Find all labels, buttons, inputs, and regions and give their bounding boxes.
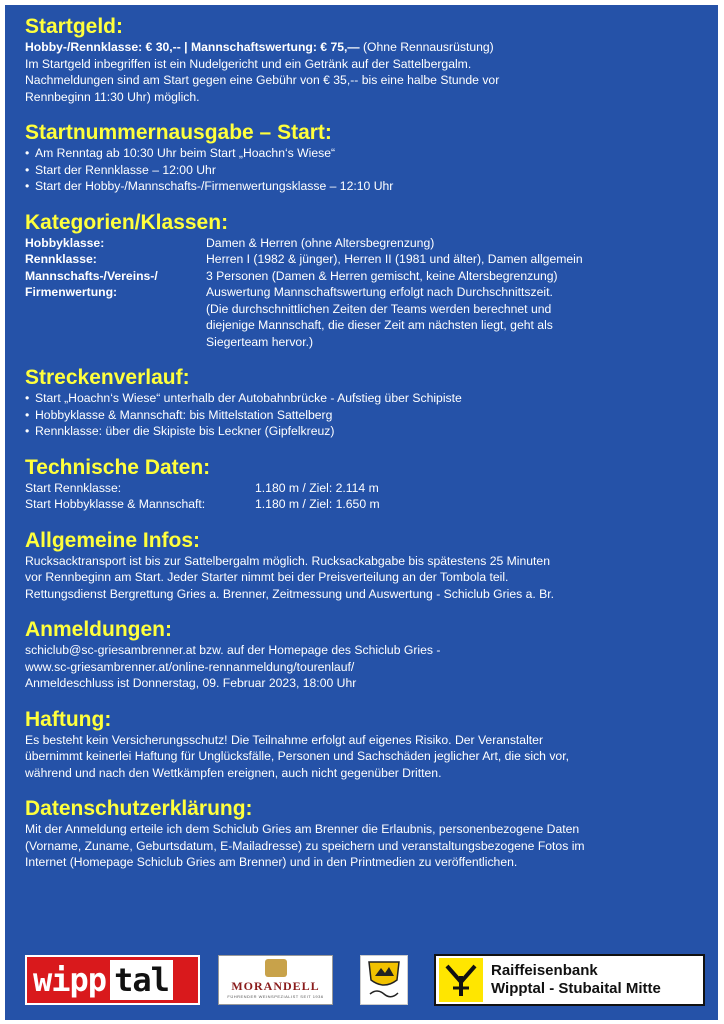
raiffeisen-text (491, 962, 661, 998)
section-infos (25, 529, 705, 603)
category-row (25, 268, 705, 285)
section-anmeldungen (25, 618, 705, 692)
bullet-icon: • (25, 146, 30, 160)
list-item (25, 390, 705, 407)
category-row (25, 251, 705, 268)
raiffeisen-name: Raiffeisenbank (491, 962, 598, 979)
section-kategorien (25, 211, 705, 351)
tech-label: Start Hobbyklasse & Mannschaft: (25, 497, 206, 511)
tech-row (25, 480, 705, 497)
startgeld-prices-bold: Hobby-/Rennklasse: € 30,-- | Mannschaftswertung: € 75,— (25, 40, 360, 54)
heading-strecke: Streckenverlauf: (25, 366, 190, 389)
raiffeisen-region: Wipptal - Stubaital Mitte (491, 980, 661, 997)
wipptal-logo (25, 955, 200, 1005)
bullet-icon: • (25, 162, 30, 177)
startgeld-prices (25, 39, 705, 56)
heading-technisch: Technische Daten: (25, 455, 211, 479)
tech-value: 1.180 m / Ziel: 1.650 m (255, 497, 380, 511)
haftung-line: Es besteht kein Versicherungsschutz! Die Teilnahme erfolgt auf eigenes Risiko. Der Veranstalter (25, 732, 544, 747)
category-row (25, 235, 705, 252)
section-strecke (25, 366, 705, 440)
startgeld-included: Im Startgeld inbegriffen ist ein Nudelgericht und ein Getränk auf der Sattelbergalm. (25, 56, 472, 71)
heading-kategorien: Kategorien/Klassen: (25, 210, 229, 234)
category-value: Auswertung Mannschaftswertung erfolgt nach Durchschnittszeit. (206, 285, 553, 299)
category-value: Siegerteam hervor.) (206, 334, 314, 349)
wipptal-logo-text-a: wipp (33, 961, 107, 999)
category-value: (Die durchschnittlichen Zeiten der Teams werden berechnet und (206, 301, 552, 316)
morandell-logo (218, 955, 333, 1005)
haftung-line: übernimmt keinerlei Haftung für Unglücksfälle, Personen und Sachschäden jeglicher Art, die sich vor, (25, 749, 569, 763)
strecke-list (25, 390, 705, 440)
category-label: Hobbyklasse: (25, 235, 105, 250)
section-startgeld (25, 15, 705, 105)
list-item (25, 145, 705, 162)
category-value: Herren I (1982 & jünger), Herren II (1981 und älter), Damen allgemein (206, 252, 583, 266)
section-startnummer (25, 121, 705, 195)
tech-value: 1.180 m / Ziel: 2.114 m (255, 480, 379, 495)
datenschutz-line: (Vorname, Zuname, Geburtsdatum, E-Mailadresse) zu speichern und veranstaltungsbezogene Fotos im (25, 838, 585, 853)
bullet-icon: • (25, 424, 30, 438)
flyer-content (25, 15, 705, 887)
heading-infos: Allgemeine Infos: (25, 528, 201, 552)
infos-line: Rucksacktransport ist bis zur Sattelbergalm möglich. Rucksackabgabe bis spätestens 25 Minuten (25, 553, 550, 568)
list-item-text: Start der Hobby-/Mannschafts-/Firmenwertungsklasse – 12:10 Uhr (35, 179, 394, 193)
anmeldungen-email[interactable]: schiclub@sc-griesambrenner.at bzw. auf der Homepage des Schiclub Gries - (25, 643, 441, 657)
category-label (25, 301, 206, 318)
sattelbergalm-crest-icon (361, 956, 407, 1004)
list-item-text: Rennklasse: über die Skipiste bis Leckner (Gipfelkreuz) (35, 424, 335, 438)
raiffeisen-gable-cross-icon (439, 958, 483, 1002)
category-label: Firmenwertung: (25, 285, 118, 299)
morandell-logo-subtext: FÜHRENDER WEINSPEZIALIST SEIT 1936 (227, 994, 324, 999)
category-label (25, 317, 206, 334)
list-item (25, 423, 705, 440)
category-value: 3 Personen (Damen & Herren gemischt, keine Altersbegrenzung) (206, 268, 558, 283)
category-row (25, 317, 705, 334)
bullet-icon: • (25, 407, 30, 422)
list-item-text: Am Renntag ab 10:30 Uhr beim Start „Hoachn‘s Wiese“ (35, 146, 336, 160)
wipptal-logo-text-b: tal (110, 960, 173, 1000)
anmeldungen-url[interactable]: www.sc-griesambrenner.at/online-rennanmeldung/tourenlauf/ (25, 659, 355, 674)
section-datenschutz (25, 797, 705, 871)
list-item-text: Start der Rennklasse – 12:00 Uhr (35, 162, 216, 177)
infos-line: Rettungsdienst Bergrettung Gries a. Brenner, Zeitmessung und Auswertung - Schiclub Gries a. Br. (25, 586, 555, 601)
morandell-logo-text: MORANDELL (231, 979, 320, 993)
bullet-icon: • (25, 179, 30, 193)
heading-startgeld: Startgeld: (25, 15, 124, 38)
category-label: Rennklasse: (25, 252, 97, 266)
list-item-text: Start „Hoachn‘s Wiese“ unterhalb der Autobahnbrücke - Aufstieg über Schipiste (35, 391, 462, 405)
raiffeisenbank-logo (434, 954, 705, 1006)
category-label: Mannschafts-/Vereins-/ (25, 268, 158, 283)
bullet-icon: • (25, 391, 30, 405)
morandell-crest-icon (265, 959, 287, 977)
category-value: diejenige Mannschaft, die dieser Zeit am nächsten liegt, geht als (206, 318, 553, 332)
list-item-text: Hobbyklasse & Mannschaft: bis Mittelstation Sattelberg (35, 407, 333, 422)
category-row (25, 334, 705, 351)
datenschutz-line: Mit der Anmeldung erteile ich dem Schiclub Gries am Brenner die Erlaubnis, personenbezogene Daten (25, 822, 580, 836)
startgeld-late-entry: Nachmeldungen sind am Start gegen eine Gebühr von € 35,-- bis eine halbe Stunde vor (25, 73, 500, 87)
section-haftung (25, 708, 705, 782)
category-value: Damen & Herren (ohne Altersbegrenzung) (206, 235, 435, 250)
section-technisch (25, 456, 705, 513)
category-row (25, 301, 705, 318)
list-item (25, 407, 705, 424)
heading-datenschutz: Datenschutzerklärung: (25, 797, 253, 820)
heading-anmeldungen: Anmeldungen: (25, 618, 172, 641)
startgeld-prices-note: (Ohne Rennausrüstung) (359, 40, 494, 54)
startnummer-list (25, 145, 705, 195)
heading-startnummer: Startnummernausgabe – Start: (25, 121, 332, 144)
category-row (25, 284, 705, 301)
tech-label: Start Rennklasse: (25, 480, 122, 495)
sponsor-logos (25, 951, 705, 1006)
datenschutz-line: Internet (Homepage Schiclub Gries am Brenner) und in den Printmedien zu veröffentlichen. (25, 855, 518, 869)
anmeldungen-deadline: Anmeldeschluss ist Donnerstag, 09. Februar 2023, 18:00 Uhr (25, 676, 357, 690)
heading-haftung: Haftung: (25, 707, 112, 731)
haftung-line: während und nach den Wettkämpfen ereignen, auch nicht gegenüber Dritten. (25, 765, 442, 780)
list-item (25, 162, 705, 179)
sattelbergalm-logo (360, 955, 408, 1005)
tech-row (25, 496, 705, 513)
raiffeisen-cross-icon (443, 962, 479, 998)
infos-line: vor Rennbeginn am Start. Jeder Starter nimmt bei der Preisverteilung an der Tombola teil. (25, 570, 509, 584)
startgeld-late-entry-2: Rennbeginn 11:30 Uhr) möglich. (25, 89, 200, 104)
list-item (25, 178, 705, 195)
flyer-page (5, 5, 718, 1020)
category-label (25, 334, 206, 351)
